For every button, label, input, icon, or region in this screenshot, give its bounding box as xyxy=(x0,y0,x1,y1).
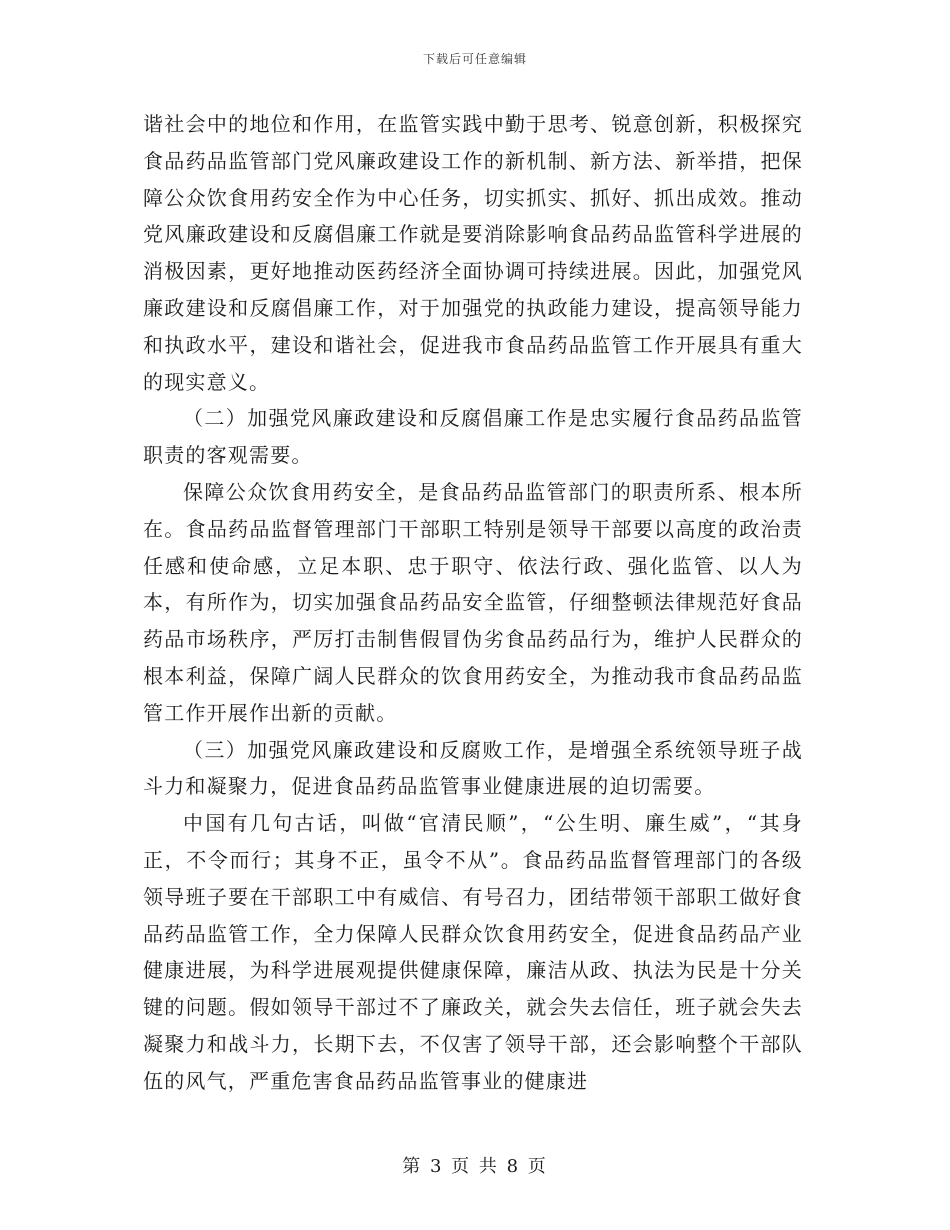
paragraph-2-heading: （二）加强党风廉政建设和反腐倡廉工作是忠实履行食品药品监管职责的客观需要。 xyxy=(143,406,803,468)
paragraph-1: 谐社会中的地位和作用，在监管实践中勤于思考、锐意创新，积极探究食品药品监管部门党风廉政建设工作的新机制、新方法、新举措，把保障公众饮食用药安全作为中心任务，切实抓实、抓好、抓出成效。推动党风廉政建设和反腐倡廉工作就是要消除影响食品药品监管科学进展的消极因素，更好地推动医药经济全面协调可持续进展。因此，加强党风廉政建设和反腐倡廉工作，对于加强党的执政能力建设，提高领导能力和执政水平，建设和谐社会，促进我市食品药品监管工作开展具有重大的现实意义。 xyxy=(143,112,803,394)
paragraph-3: 保障公众饮食用药安全，是食品药品监管部门的职责所系、根本所在。食品药品监督管理部门干部职工特别是领导干部要以高度的政治责任感和使命感，立足本职、忠于职守、依法行政、强化监管、以人为本，有所作为，切实加强食品药品安全监管，仔细整顿法律规范好食品药品市场秩序，严厉打击制售假冒伪劣食品药品行为，维护人民群众的根本利益，保障广阔人民群众的饮食用药安全，为推动我市食品药品监管工作开展作出新的贡献。 xyxy=(143,479,803,725)
paragraph-5: 中国有几句古话，叫做“官清民顺”，“公生明、廉生威”，“其身正，不令而行；其身不正，虽令不从”。食品药品监督管理部门的各级领导班子要在干部职工中有威信、有号召力，团结带领干部职工做好食品药品监管工作，全力保障人民群众饮食用药安全，促进食品药品产业健康进展，为科学进展观提供健康保障，廉洁从政、执法为民是十分关键的问题。假如领导干部过不了廉政关，就会失去信任，班子就会失去凝聚力和战斗力，长期下去，不仅害了领导干部，还会影响整个干部队伍的风气，严重危害食品药品监管事业的健康进 xyxy=(143,811,803,1093)
document-body xyxy=(143,106,803,1100)
paragraph-4-heading: （三）加强党风廉政建设和反腐败工作，是增强全系统领导班子战斗力和凝聚力，促进食品药品监管事业健康进展的迫切需要。 xyxy=(143,737,803,799)
page-header: 下载后可任意编辑 xyxy=(422,52,527,66)
page-footer: 第 3 页 共 8 页 xyxy=(402,1156,548,1177)
